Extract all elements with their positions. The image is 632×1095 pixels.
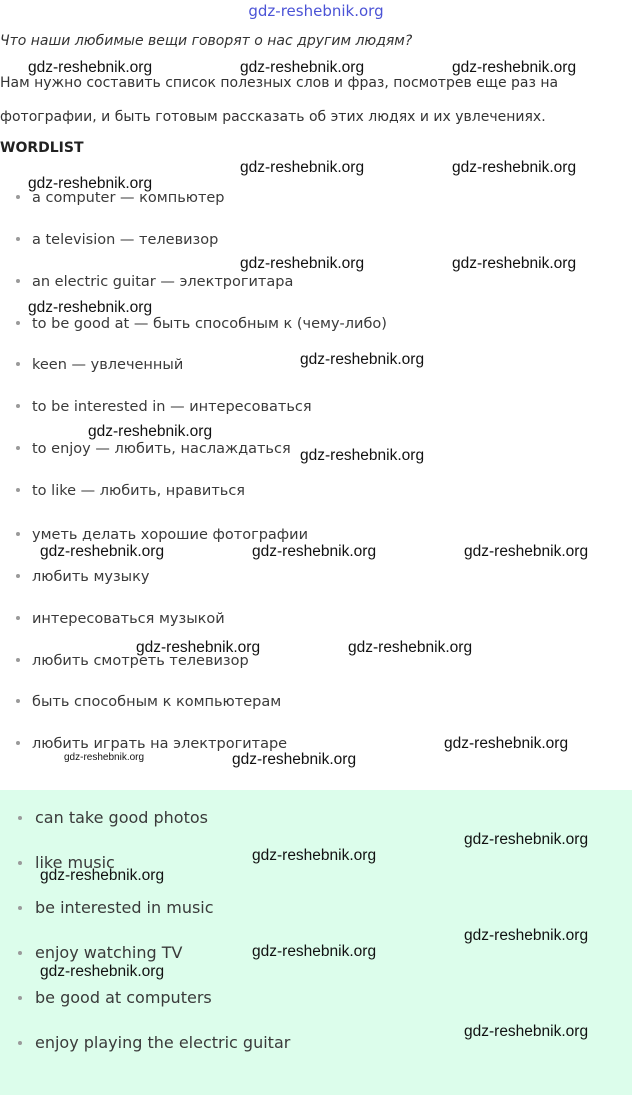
list-item: интересоваться музыкой	[16, 611, 225, 627]
answer-item: enjoy watching TV	[18, 943, 182, 962]
list-item: a television — телевизор	[16, 232, 218, 248]
intro-line-2: фотографии, и быть готовым рассказать об этих людях и их увлечениях.	[0, 109, 546, 125]
answer-item: like music	[18, 853, 115, 872]
watermark: gdz-reshebnik.org	[232, 751, 357, 768]
list-item: to enjoy — любить, наслаждаться	[16, 441, 291, 457]
bullet-icon	[18, 816, 22, 820]
bullet-icon	[16, 279, 20, 283]
list-item: keen — увлеченный	[16, 357, 183, 373]
watermark: gdz-reshebnik.org	[452, 159, 577, 176]
bullet-icon	[16, 658, 20, 662]
watermark: gdz-reshebnik.org	[64, 752, 145, 763]
watermark: gdz-reshebnik.org	[464, 1023, 589, 1040]
list-item: уметь делать хорошие фотографии	[16, 527, 308, 543]
list-item: любить музыку	[16, 569, 149, 585]
list-item: to like — любить, нравиться	[16, 483, 245, 499]
bullet-icon	[16, 532, 20, 536]
watermark: gdz-reshebnik.org	[464, 831, 589, 848]
bullet-icon	[16, 362, 20, 366]
watermark: gdz-reshebnik.org	[300, 447, 425, 464]
watermark: gdz-reshebnik.org	[300, 351, 425, 368]
bullet-icon	[16, 237, 20, 241]
site-label[interactable]: gdz-reshebnik.org	[248, 2, 384, 20]
watermark: gdz-reshebnik.org	[252, 543, 377, 560]
watermark: gdz-reshebnik.org	[88, 423, 213, 440]
watermark: gdz-reshebnik.org	[240, 59, 365, 76]
watermark: gdz-reshebnik.org	[464, 927, 589, 944]
bullet-icon	[16, 699, 20, 703]
page-heading: Что наши любимые вещи говорят о нас другим людям?	[0, 33, 413, 49]
answer-item: be good at computers	[18, 988, 212, 1007]
watermark: gdz-reshebnik.org	[444, 735, 569, 752]
watermark: gdz-reshebnik.org	[252, 847, 377, 864]
watermark: gdz-reshebnik.org	[28, 175, 153, 192]
bullet-icon	[16, 446, 20, 450]
watermark: gdz-reshebnik.org	[252, 943, 377, 960]
list-item: быть способным к компьютерам	[16, 694, 281, 710]
watermark: gdz-reshebnik.org	[40, 867, 165, 884]
bullet-icon	[16, 195, 20, 199]
wordlist-title: WORDLIST	[0, 140, 84, 156]
bullet-icon	[18, 906, 22, 910]
bullet-icon	[16, 741, 20, 745]
watermark: gdz-reshebnik.org	[28, 299, 153, 316]
watermark: gdz-reshebnik.org	[40, 543, 165, 560]
bullet-icon	[16, 488, 20, 492]
watermark: gdz-reshebnik.org	[40, 963, 165, 980]
list-item: любить играть на электрогитаре	[16, 736, 287, 752]
bullet-icon	[18, 951, 22, 955]
bullet-icon	[16, 321, 20, 325]
watermark: gdz-reshebnik.org	[136, 639, 261, 656]
bullet-icon	[16, 404, 20, 408]
watermark: gdz-reshebnik.org	[464, 543, 589, 560]
bullet-icon	[16, 616, 20, 620]
answer-item: be interested in music	[18, 898, 214, 917]
watermark: gdz-reshebnik.org	[240, 159, 365, 176]
intro-line-1: Нам нужно составить список полезных слов и фраз, посмотрев еще раз на	[0, 75, 559, 91]
watermark: gdz-reshebnik.org	[240, 255, 365, 272]
watermark: gdz-reshebnik.org	[348, 639, 473, 656]
bullet-icon	[18, 1041, 22, 1045]
list-item: a computer — компьютер	[16, 190, 225, 206]
list-item: любить смотреть телевизор	[16, 653, 249, 669]
watermark: gdz-reshebnik.org	[452, 255, 577, 272]
list-item: to be interested in — интересоваться	[16, 399, 312, 415]
watermark: gdz-reshebnik.org	[452, 59, 577, 76]
answer-item: enjoy playing the electric guitar	[18, 1033, 290, 1052]
bullet-icon	[16, 574, 20, 578]
list-item: to be good at — быть способным к (чему-либо)	[16, 316, 387, 332]
watermark: gdz-reshebnik.org	[28, 59, 153, 76]
list-item: an electric guitar — электрогитара	[16, 274, 293, 290]
answer-item: can take good photos	[18, 808, 208, 827]
bullet-icon	[18, 996, 22, 1000]
bullet-icon	[18, 861, 22, 865]
